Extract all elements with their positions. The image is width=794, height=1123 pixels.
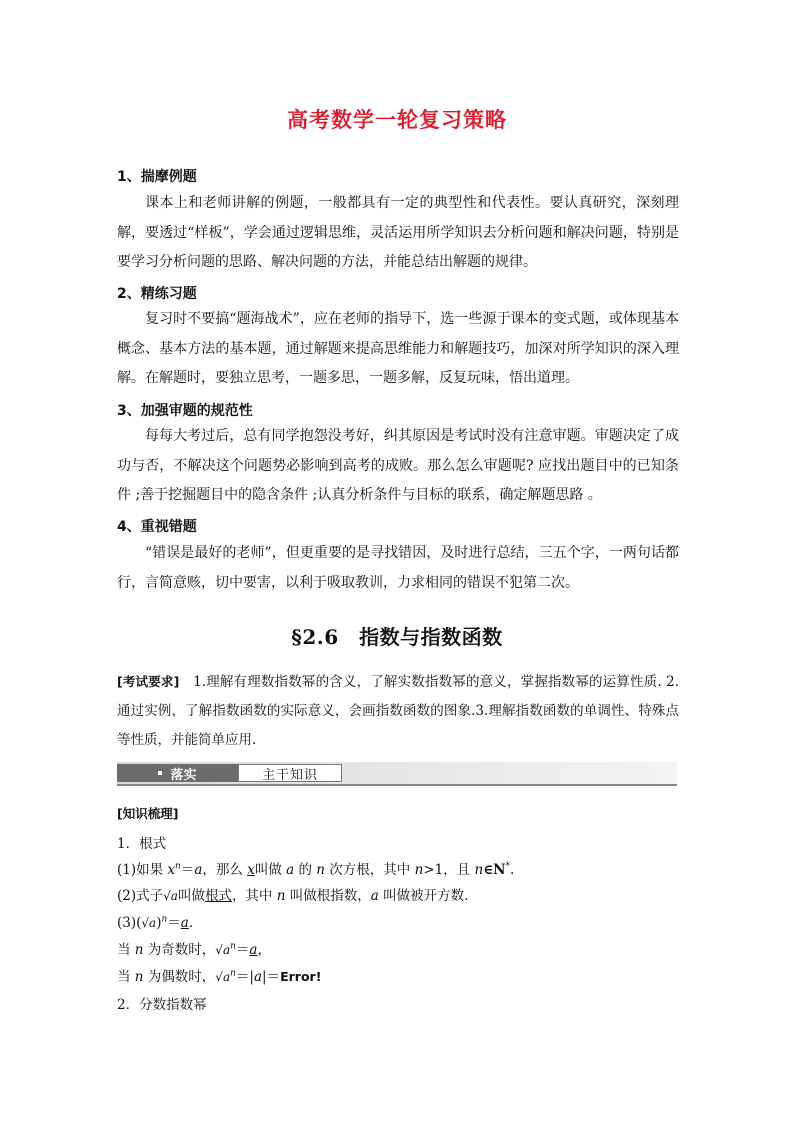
- text-span: ，: [257, 942, 271, 958]
- math-var: x: [167, 862, 176, 878]
- math-exponent: n: [230, 941, 236, 952]
- section-paragraph-4: “错误是最好的老师”，但更重要的是寻找错因，及时进行总结，三五个字，一两句话都行，言简意赅，切中要害，以利于吸取教训，力求相同的错误不犯第二次。: [117, 545, 679, 591]
- text-span: 叫做: [177, 888, 205, 904]
- text-span: (3)(: [117, 915, 142, 931]
- exam-requirements: [117, 667, 679, 755]
- text-span: 为偶数时，: [143, 969, 216, 985]
- text-span: 叫做被开方数.: [378, 888, 469, 904]
- math-var-underlined: x: [247, 862, 255, 878]
- knowledge-item-1-heading: 1．根式: [117, 836, 167, 852]
- math-var: n: [276, 888, 286, 904]
- text-span: ＝: [180, 862, 195, 878]
- math-var: n: [414, 862, 424, 878]
- section-paragraph-1: 课本上和老师讲解的例题，一般都具有一定的典型性和代表性。要认真研究，深刻理解，要透过“样板”，学会通过逻辑思维，灵活运用所学知识去分析问题和解决问题，特别是要学习分析问题的思路、解决问题的方法，并能总结出解题的规律。: [117, 195, 679, 270]
- knowledge-item-2-heading: 2．分数指数幂: [117, 997, 207, 1013]
- radical-expression-line: [117, 884, 468, 904]
- square-bullet-icon: [158, 771, 162, 775]
- exam-requirements-tag: [考试要求]: [117, 674, 180, 689]
- math-var-underlined: a: [180, 915, 189, 931]
- math-var: n: [134, 969, 144, 985]
- text-span: |＝: [262, 969, 281, 985]
- text-span: .: [188, 915, 194, 931]
- math-exponent: n: [161, 914, 168, 925]
- section-heading-3: 3、加强审题的规范性: [117, 403, 253, 419]
- section-paragraph-2: 复习时不要搞“题海战术”，应在老师的指导下，选一些源于课本的变式题，或体现基本概念、基本方法的基本题，通过解题来提高思维能力和解题技巧，加深对所学知识的深入理解。在解题时，要独立思考，一题多思，一题多解，反复玩味，悟出道理。: [117, 311, 679, 386]
- radical-symbol: √a: [163, 889, 178, 903]
- banner-left-label: 落实: [170, 767, 197, 783]
- text-span: >1，且: [423, 862, 475, 878]
- text-span: ＝: [167, 915, 181, 931]
- text-span: 叫做根指数，: [285, 888, 371, 904]
- even-n-line: [117, 965, 321, 985]
- knowledge-tag: [117, 804, 178, 822]
- math-superscript: *: [505, 861, 511, 872]
- text-span: 次方根，其中: [324, 862, 415, 878]
- radical-symbol: √a: [141, 916, 157, 930]
- radical-symbol: √a: [215, 943, 231, 957]
- section-paragraph-3: 每每大考过后，总有同学抱怨没考好，纠其原因是考试时没有注意审题。审题决定了成功与否，不解决这个问题势必影响到高考的成败。那么怎么审题呢? 应找出题目中的已知条件 ;善于挖掘题目中的隐含条件 ;认真分析条件与目标的联系，确定解题思路 。: [117, 428, 679, 503]
- section-banner: [117, 762, 677, 786]
- radical-power-line: [117, 911, 193, 931]
- text-span: 叫做: [254, 862, 287, 878]
- text-span: (2)式子: [117, 888, 164, 904]
- text-span: 为奇数时，: [143, 942, 216, 958]
- text-span: .: [510, 862, 515, 878]
- math-var: n: [316, 862, 325, 878]
- banner-left-block: [117, 764, 238, 782]
- exam-requirements-text: 1.理解有理数指数幂的含义，了解实数指数幂的意义，掌握指数幂的运算性质. 2.通过实例，了解指数函数的实际意义，会画指数函数的图象.3.理解指数函数的单调性、特殊点等性质，并能简单应用.: [117, 674, 679, 748]
- math-var: a: [194, 862, 203, 878]
- math-exponent: n: [175, 861, 181, 872]
- text-span: 当: [117, 969, 135, 985]
- error-field: Error!: [280, 969, 322, 984]
- text-span: ，那么: [202, 862, 248, 878]
- section-heading-2: 2、精练习题: [117, 286, 197, 302]
- chapter-title: §2.6 指数与指数函数: [291, 625, 503, 649]
- math-var: a: [253, 969, 263, 985]
- math-var: n: [474, 862, 484, 878]
- text-span: 当: [117, 942, 135, 958]
- odd-n-line: [117, 938, 271, 958]
- math-set-symbol: ∈N: [483, 862, 506, 878]
- radical-symbol: √a: [215, 970, 231, 984]
- math-var: a: [286, 862, 295, 878]
- text-span: ): [156, 915, 162, 931]
- page-title: 高考数学一轮复习策略: [287, 108, 507, 132]
- math-var: n: [134, 942, 144, 958]
- section-heading-4: 4、重视错题: [117, 519, 197, 535]
- root-definition-line: [117, 858, 514, 878]
- math-exponent: n: [230, 968, 236, 979]
- math-var: a: [370, 888, 379, 904]
- underlined-term: 根式: [204, 888, 232, 904]
- text-span: (1)如果: [117, 862, 168, 878]
- text-span: 的: [294, 862, 317, 878]
- knowledge-tag-text: [知识梳理]: [117, 806, 179, 821]
- text-span: ，其中: [231, 888, 277, 904]
- section-heading-1: 1、揣摩例题: [117, 169, 197, 185]
- math-var-underlined: a: [249, 942, 258, 958]
- text-span: ＝: [235, 942, 250, 958]
- text-span: ＝|: [235, 969, 254, 985]
- banner-right-label: 主干知识: [238, 764, 342, 782]
